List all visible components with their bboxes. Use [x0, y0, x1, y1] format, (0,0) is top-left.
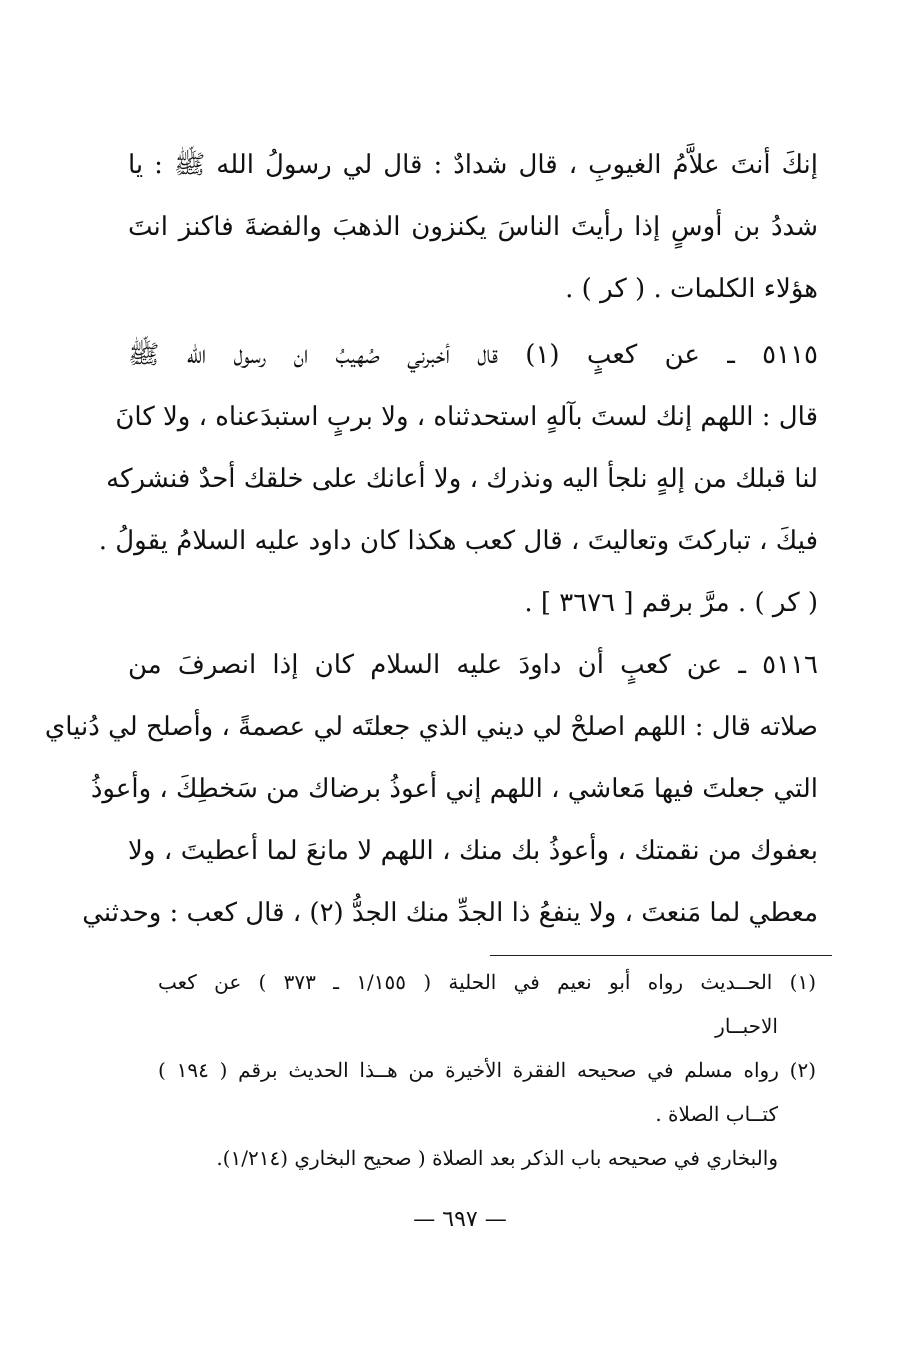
- text-line: إنكَ أنتَ علاَّمُ الغيوبِ ، قال شدادٌ : قال لي رسولُ الله ﷺ : يا: [128, 150, 818, 180]
- text-line: هؤلاء الكلمات . ( كر ) .: [565, 274, 818, 304]
- text-line: قال : اللهم إنك لستَ بآلهٍ استحدثناه ، ولا بربٍ استبدَعناه ، ولا كانَ: [115, 402, 818, 432]
- text-line: فيكَ ، تباركتَ وتعاليتَ ، قال كعب هكذا كان داود عليه السلامُ يقولُ .: [98, 526, 818, 556]
- footnote-line: الاحبــار: [715, 1014, 778, 1038]
- hadith-5115: [98, 324, 819, 634]
- footnote-line: (٢) رواه مسلم في صحيحه الفقرة الأخيرة من هــذا الحديث برقم ( ١٩٤ ): [158, 1058, 816, 1082]
- paragraph-continuation: [128, 134, 818, 320]
- hadith-5116: [44, 634, 818, 944]
- text-line: ( كر ) . مرَّ برقم [ ٣٦٧٦ ] .: [524, 588, 818, 618]
- text-line: شددُ بن أوسٍ إذا رأيتَ الناسَ يكنزون الذهبَ والفضةَ فاكنز انتَ: [128, 212, 818, 242]
- text-line: التي جعلتَ فيها مَعاشي ، اللهم إني أعوذُ برضاك من سَخطِكَ ، وأعوذُ: [90, 774, 818, 804]
- footnote-line: (١) الحــديث رواه أبو نعيم في الحلية ( ١/١٥٥ ـ ٣٧٣ ) عن كعب: [158, 970, 817, 994]
- main-text: [44, 134, 819, 944]
- footnote-line: كتــاب الصلاة .: [655, 1102, 778, 1126]
- text-line: صلاته قال : اللهم اصلحْ لي ديني الذي جعلتَه لي عصمةً ، وأصلح لي دُنياي: [44, 712, 818, 742]
- page-number: — ٦٩٧ —: [413, 1207, 507, 1232]
- footnote-line: والبخاري في صحيحه باب الذكر بعد الصلاة ( صحيح البخاري (١/٢١٤).: [216, 1146, 778, 1170]
- text-line: ٥١١٦ ـ عن كعبٍ أن داودَ عليه السلام كان إذا انصرفَ من: [128, 650, 818, 680]
- text-line: معطي لما مَنعتَ ، ولا ينفعُ ذا الجدِّ منك الجدُّ (٢) ، قال كعب : وحدثني: [82, 898, 818, 928]
- text-line: ٥١١٥ ـ عن كعبٍ (١) قال أخبرني صُهيبُ ان رسول الله ﷺ: [128, 340, 819, 370]
- footnote-divider: [490, 955, 832, 956]
- footnotes: [158, 960, 816, 1180]
- text-line: بعفوك من نقمتك ، وأعوذُ بك منك ، اللهم لا مانعَ لما أعطيتَ ، ولا: [128, 836, 818, 866]
- text-line: لنا قبلك من إلهٍ نلجأ اليه ونذرك ، ولا أعانك على خلقك أحدٌ فنشركه: [106, 464, 818, 494]
